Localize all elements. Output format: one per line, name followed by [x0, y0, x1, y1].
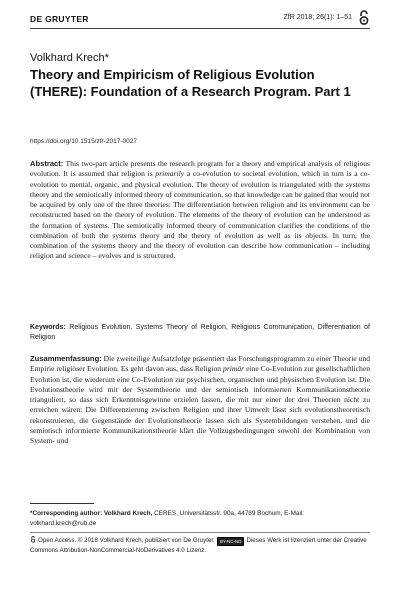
journal-reference: ZfR 2018; 26(1): 1–51 [283, 14, 352, 21]
keywords [30, 323, 370, 343]
page-header [0, 0, 400, 28]
license-rule [30, 532, 370, 533]
zusammenfassung-text-1: Die zweiteilige Aufsatzfolge präsentiert das Forschungsprogramm zu einer Theorie und Empirie religiöser Evolution. Es geht davon aus, dass Religion [30, 354, 370, 374]
abstract-emphasis: primarily [155, 169, 185, 179]
zusammenfassung-label: Zusammenfassung: [30, 354, 102, 363]
cc-license-badge[interactable]: BY-NC-ND [217, 537, 245, 546]
footnote-rule [30, 503, 94, 504]
abstract [30, 159, 370, 262]
zusammenfassung-emphasis: primär [223, 364, 245, 374]
footnote-label: *Corresponding author: Volkhard Krech, [30, 510, 153, 517]
abstract-label: Abstract: [30, 159, 64, 168]
license-text-2: Dieses Werk ist lizenziert unter der Creative Commons Attribution-NonCommercial-NoDerivatives 4.0 Lizenz. [30, 537, 367, 554]
doi-link[interactable]: https://doi.org/10.1515/zfr-2017-0027 [30, 138, 137, 145]
keywords-text: Religious Evolution, Systems Theory of Religion, Religious Communication, Differentiation of Religion [30, 324, 370, 341]
abstract-text-1: This two-part article presents the research program for a theory and empirical analysis of religious evolution. It is assumed that religion is [30, 159, 371, 179]
publisher-name: DE GRUYTER [30, 14, 89, 24]
abstract-text-2: a co-evolution to societal evolution, which in turn is a co-evolution to mental, organic, and physical evolution. The theory of evolution is triangulated with the systems theory and the semiotically informed theory of communication, so that knowledge can be gained that would not be acquired by only one of the three theories: The differentiation between religion and its environment can be reconstructed based on the theory of evolution. The elements of the theory of evolution can be understood as the formation of systems. The semiotically informed theory of communication clarifies the conditions of the combination of both the systems theory and the theory of evolution as well as its objects. In turn, the combination of the systems theory and the theory of evolution can describe how communication – including religion and science – evolves and is structured. [30, 169, 371, 261]
corresponding-author-footnote [30, 509, 370, 528]
license-text-1: Open Access. © 2018 Volkhard Krech, publiziert von De Gruyter. [38, 537, 215, 544]
header-rule [30, 28, 370, 29]
keywords-label: Keywords: [30, 324, 66, 331]
author-name: Volkhard Krech* [30, 52, 109, 64]
zusammenfassung-text-2: eine Co-Evolution zur gesellschaftlichen Evolution ist, die wiederum eine Co-Evolution zur psychischen, organischen und physischen Evolution ist. Die Evolutionstheorie wird mit der Systemtheorie und der semiotisch informierten Kommunikationstheorie trianguliert, so dass sich Erkenntnisgewinne erzielen lassen, die mit nur einer der drei Theorien nicht zu erreichen wären: Die Differenzierung zwischen Religion und ihrer Umwelt lässt sich evolutionstheoretisch rekonstruieren, die Gegenstände der Evolutionstheorie lassen sich als Systembildungen verstehen, und die semiotisch informierte Kommunikationstheorie klärt die Vollzugsbedingungen sowohl der Kombination von System- und [30, 364, 371, 445]
footnote-text: CERES, Universitätsstr. 90a, 44789 Bochum, E-Mail: volkhard.krech@rub.de [30, 510, 305, 527]
open-access-icon [358, 10, 370, 26]
open-access-small-icon [30, 536, 36, 543]
license-note [30, 536, 370, 555]
article-title: Theory and Empiricism of Religious Evolution (THERE): Foundation of a Research Program. Part 1 [30, 67, 351, 99]
zusammenfassung [30, 354, 370, 446]
